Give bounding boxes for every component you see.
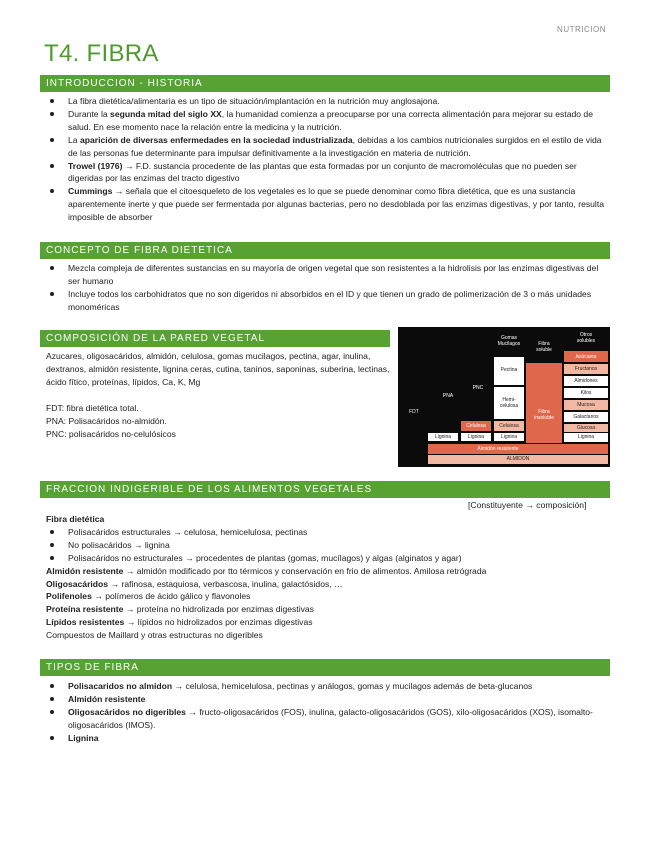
header-label: NUTRICION xyxy=(557,25,606,34)
item-text: fructo-oligosacáridos (FOS), inulina, galacto-oligosacáridos (GOS), xilo-oligosacáridos (XOS), isomalto- oligosacáridos (IMOS). xyxy=(68,706,593,730)
abbrev-pnc: PNC: polisacáridos no-celulósicos xyxy=(46,428,176,439)
diagram-right-label: Azúcares xyxy=(575,354,597,360)
diagram-label-celulosa: Celulosa xyxy=(499,423,519,429)
fraccion-line xyxy=(46,603,606,616)
diagram-label-celulosa: Celulosa xyxy=(466,423,486,429)
composicion-text: Azucares, oligosacáridos, almidón, celulosa, gomas mucilagos, pectina, agar, inulina, dextranos, almidón resistente, lignina ceras, cutina, taninos, saponinas, suberina, lectinas, ácido fítico, proteínas, lípidos, Ca, K, Mg xyxy=(46,351,390,387)
list-item: Polisacáridos estructurales → celulosa, hemicelulosa, pectinas xyxy=(46,526,606,539)
fraccion-line xyxy=(46,590,606,603)
fraccion-line xyxy=(46,616,606,629)
list-item xyxy=(46,185,606,224)
fraccion-line xyxy=(46,565,606,578)
diagram-right-label: Lignina xyxy=(577,434,595,440)
section-heading-fraccion: FRACCION INDIGERIBLE DE LOS ALIMENTOS VEGETALES xyxy=(40,481,610,498)
diagram-label-lignina: Lignina xyxy=(500,434,518,440)
item-bold: segunda mitad del siglo XX xyxy=(110,108,222,119)
item-text: La xyxy=(68,134,80,145)
diagram-label-fibra-insoluble: Fibra insoluble xyxy=(534,409,554,421)
item-bold: Oligosacáridos xyxy=(46,578,109,589)
diagram-label-pna: PNA xyxy=(442,393,454,399)
item-text: lípidos no hidrolizados por enzimas digestivas xyxy=(135,617,313,628)
page-title: T4. FIBRA xyxy=(44,40,159,67)
diagram-label-fdt: FDT xyxy=(409,409,419,415)
diagram-right-label: Galactanos xyxy=(573,414,599,420)
arrow-icon: → xyxy=(172,681,184,691)
diagram-right-label: Mucosa xyxy=(577,402,595,408)
diagram-label-fibra-soluble: Fibra soluble xyxy=(536,341,552,353)
diagram-label-pectina: Pectina xyxy=(500,367,518,373)
section-heading-tipos: TIPOS DE FIBRA xyxy=(40,659,610,676)
arrow-icon: → xyxy=(112,186,124,197)
diagram-label-hemicelulosa: Hemi- celulosa xyxy=(499,397,519,409)
item-bold: Oligosacáridos no digeribles xyxy=(68,706,186,717)
item-text: proteína no hidrolizada por enzimas digestivas xyxy=(134,604,314,615)
item-text: F.D. sustancia procedente de las plantas que esta formadas por un conjunto de macromoléculas que no pueden ser digeridas por las enzimas del tracto digestivo xyxy=(68,160,577,184)
list-item xyxy=(46,160,606,186)
arrow-icon: → xyxy=(123,604,135,615)
abbrev-pna: PNA: Polisacáridos no-almidón. xyxy=(46,415,167,426)
list-item xyxy=(46,732,606,745)
constituent-note: [Constituyente → composición] xyxy=(468,500,587,510)
diagram-label-lignina: Lignina xyxy=(467,434,485,440)
item-text: , la humanidad comienza a preocuparse por una correcta alimentación para mejorar su estado de salud. En ese momento nace la relación entre la medicina y la nutrición. xyxy=(68,108,593,132)
list-item xyxy=(46,680,606,693)
arrow-icon: → xyxy=(122,160,134,171)
item-bold: Lignina xyxy=(68,732,99,743)
item-bold: Almidón resistente xyxy=(68,693,146,704)
intro-list xyxy=(46,95,606,224)
item-text: , debidas a los cambios nutricionales surgidos en el estilo de vida de las personas fue determinante para impulsar definitivamente a la investigación en materia de nutrición. xyxy=(68,134,602,158)
composition-diagram xyxy=(398,327,610,467)
list-item xyxy=(46,134,606,160)
abbrev-fdt: FDT: fibra dietética total. xyxy=(46,402,139,413)
item-bold: Lípidos resistentes xyxy=(46,617,125,628)
item-bold: aparición de diversas enfermedades en la sociedad industrializada xyxy=(79,134,353,145)
tipos-list xyxy=(46,680,606,745)
item-text: almidón modificado por tto térmicos y conservación en frio de alimentos. Amilosa retrógrada xyxy=(134,565,487,576)
intro-section xyxy=(46,95,606,224)
section-heading-intro: INTRODUCCION - HISTORIA xyxy=(40,75,610,92)
item-text: señala que el citoesqueleto de los vegetales es lo que se puede denominar como fibra dietética, que es una sustancia aparentemente inerte y que puede ser fermentada por algunas bacterias, pero no desdoblada por las enzimas digestivas, y por tanto, resulta imposible de absorber xyxy=(68,186,605,223)
fibra-dietetica-title: Fibra dietética xyxy=(46,514,105,524)
composicion-section xyxy=(46,350,391,440)
arrow-icon: → xyxy=(185,706,197,717)
fraccion-line xyxy=(46,578,606,591)
arrow-icon: → xyxy=(124,617,136,628)
list-item xyxy=(46,108,606,134)
diagram-label-otros: Otros solubles xyxy=(576,332,596,344)
arrow-icon: → xyxy=(123,565,135,576)
section-heading-concepto: CONCEPTO DE FIBRA DIETETICA xyxy=(40,242,610,259)
fraccion-section xyxy=(46,513,606,642)
item-text: rafinosa, estaquiosa, verbascosa, inulina, galactósidos, … xyxy=(119,578,343,589)
item-text: celulosa, hemicelulosa, pectinas y análogos, gomas y mucilagos además de beta-glucanos xyxy=(183,681,533,691)
diagram-label-pnc: PNC xyxy=(472,385,484,391)
diagram-label-almidon: ALMIDON xyxy=(506,456,530,462)
list-item: Mezcla compleja de diferentes sustancias en su mayoría de origen vegetal que son resistentes a la hidrolisis por las enzimas digestivas del ser humano xyxy=(46,262,606,288)
item-bold: Polifenoles xyxy=(46,591,92,602)
item-bold: Proteína resistente xyxy=(46,604,124,615)
diagram-right-label: Fructanos xyxy=(574,366,598,372)
list-item: No polisacáridos → lignina xyxy=(46,539,606,552)
list-item: Incluye todos los carbohidratos que no son digeridos ni absorbidos en el ID y que tienen un grado de polimerización de 3 o más unidades monoméricas xyxy=(46,288,606,314)
section-heading-composicion: COMPOSICIÓN DE LA PARED VEGETAL xyxy=(40,330,390,347)
diagram-right-label: Almidones xyxy=(574,378,598,384)
arrow-icon: → xyxy=(91,591,103,602)
tipos-section xyxy=(46,680,606,745)
item-text: Durante la xyxy=(68,108,111,119)
list-item xyxy=(46,95,606,108)
diagram-right-label: Glucosa xyxy=(576,425,596,431)
item-text: Compuestos de Maillard y otras estructuras no digeribles xyxy=(46,630,263,641)
diagram-right-label: Kilos xyxy=(580,390,592,396)
diagram-label-almidon-resistente: Almidón resistente xyxy=(477,446,519,452)
fraccion-line xyxy=(46,629,606,642)
diagram-label-gomas: Gomas Mucilagos xyxy=(497,335,521,347)
item-text: polímeros de ácido gálico y flavonoles xyxy=(102,591,251,602)
item-bold: Cummings xyxy=(68,186,113,197)
item-text: La fibra dietética/alimentaria es un tipo de situación/implantación en la nutrición muy anglosajona. xyxy=(68,96,440,106)
list-item: Polisacáridos no estructurales → procedentes de plantas (gomas, mucílagos) y algas (alginatos y agar) xyxy=(46,552,606,565)
item-bold: Polisacaridos no almidon xyxy=(68,681,173,691)
diagram-label-lignina: Lignina xyxy=(434,434,452,440)
list-item xyxy=(46,706,606,732)
list-item xyxy=(46,693,606,706)
fraccion-lines xyxy=(46,565,606,642)
concepto-section xyxy=(46,262,606,314)
item-bold: Trowel (1976) xyxy=(68,160,123,171)
arrow-icon: → xyxy=(108,578,120,589)
item-bold: Almidón resistente xyxy=(46,565,124,576)
